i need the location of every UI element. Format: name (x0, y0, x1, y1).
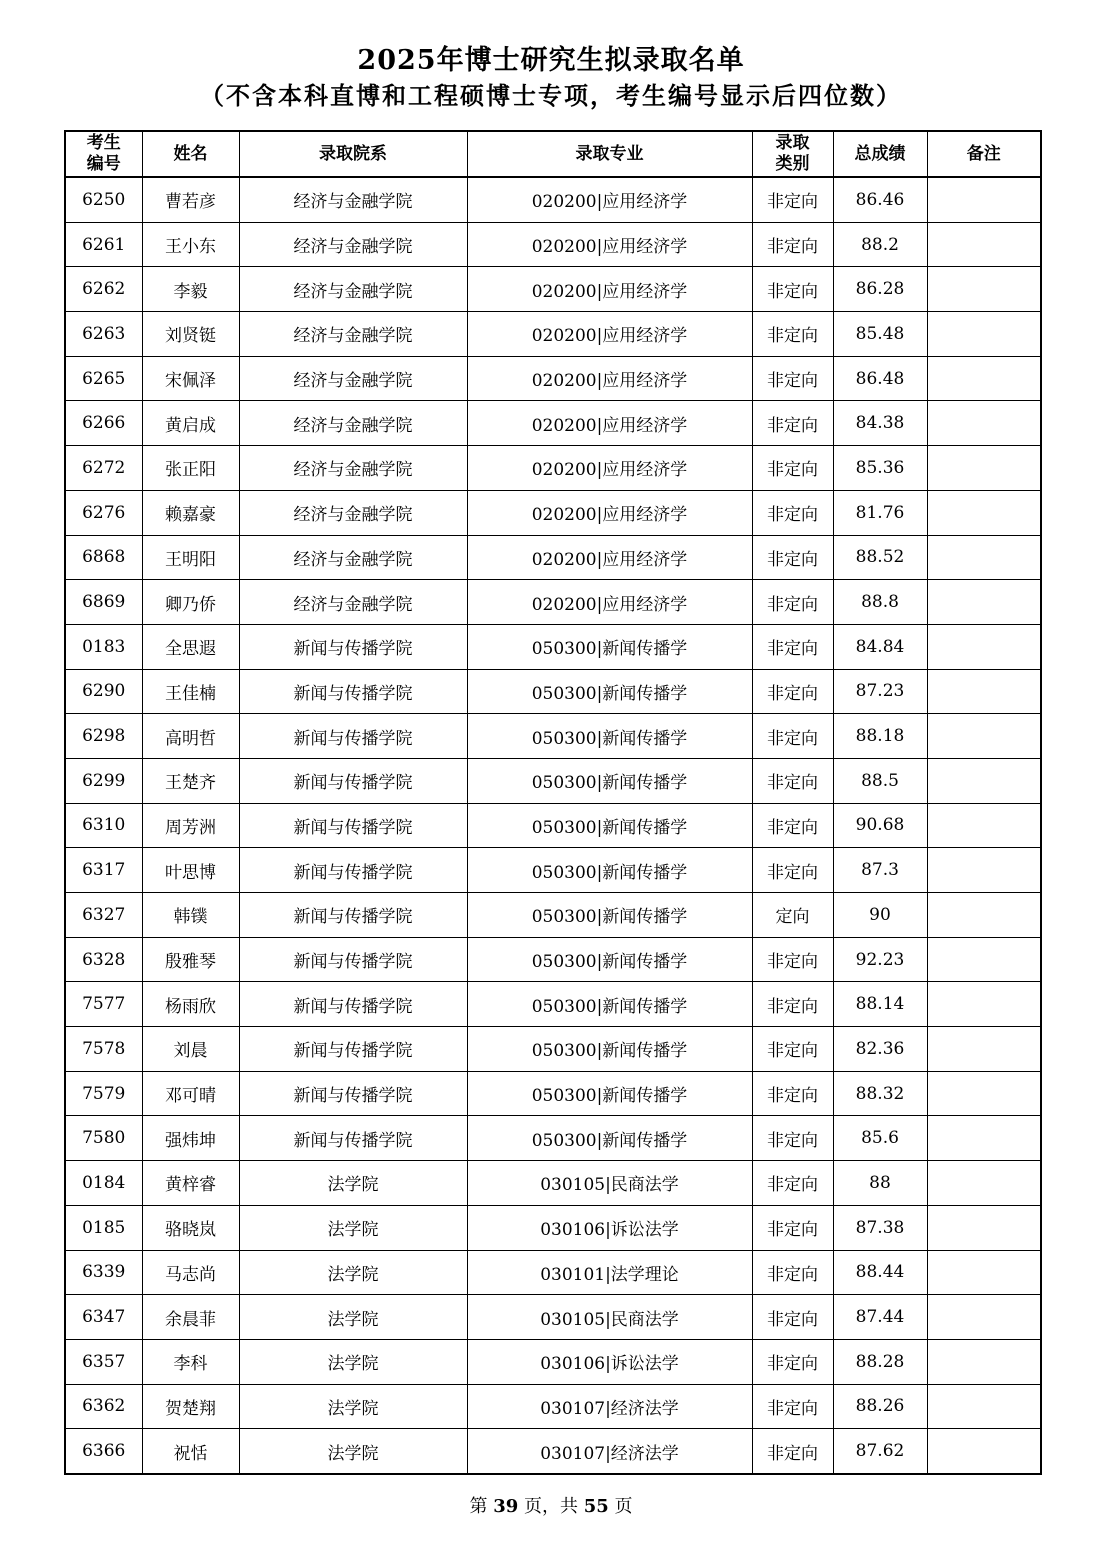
cell-total-score: 88.18 (833, 714, 927, 759)
footer-middle: 页，共 (518, 1496, 584, 1517)
table-row (65, 624, 1041, 669)
cell-candidate-id: 7578 (65, 1027, 142, 1072)
footer-prefix: 第 (469, 1496, 494, 1517)
footer-total-pages: 55 (583, 1496, 609, 1517)
cell-candidate-id: 0184 (65, 1161, 142, 1206)
cell-major: 020200|应用经济学 (467, 535, 752, 580)
cell-admission-type: 非定向 (752, 1250, 833, 1295)
table-row (65, 1116, 1041, 1161)
cell-admission-type: 非定向 (752, 1339, 833, 1384)
cell-major: 050300|新闻传播学 (467, 893, 752, 938)
document-title: 2025年博士研究生拟录取名单 (357, 45, 745, 76)
cell-major: 050300|新闻传播学 (467, 937, 752, 982)
cell-candidate-id: 6250 (65, 177, 142, 222)
cell-name: 刘晨 (142, 1027, 239, 1072)
cell-note (927, 669, 1041, 714)
cell-major: 030105|民商法学 (467, 1161, 752, 1206)
cell-name: 宋佩泽 (142, 356, 239, 401)
cell-candidate-id: 6265 (65, 356, 142, 401)
cell-candidate-id: 6299 (65, 758, 142, 803)
cell-candidate-id: 6266 (65, 401, 142, 446)
cell-major: 050300|新闻传播学 (467, 982, 752, 1027)
header-admission-type (752, 131, 833, 177)
cell-name: 赖嘉豪 (142, 490, 239, 535)
cell-note (927, 312, 1041, 357)
cell-department: 法学院 (239, 1429, 467, 1474)
header-admission-type-line2: 类别 (775, 154, 810, 174)
table-row (65, 669, 1041, 714)
header-note: 备注 (927, 131, 1041, 177)
cell-note (927, 1339, 1041, 1384)
cell-name: 强炜坤 (142, 1116, 239, 1161)
cell-department: 经济与金融学院 (239, 401, 467, 446)
cell-note (927, 714, 1041, 759)
cell-major: 020200|应用经济学 (467, 177, 752, 222)
cell-note (927, 580, 1041, 625)
header-admission-type-line1: 录取 (775, 133, 810, 153)
cell-department: 经济与金融学院 (239, 580, 467, 625)
cell-note (927, 1071, 1041, 1116)
cell-candidate-id: 6276 (65, 490, 142, 535)
cell-total-score: 86.28 (833, 267, 927, 312)
cell-note (927, 848, 1041, 893)
cell-candidate-id: 7579 (65, 1071, 142, 1116)
cell-department: 经济与金融学院 (239, 177, 467, 222)
footer-suffix: 页 (608, 1496, 633, 1517)
cell-admission-type: 非定向 (752, 1205, 833, 1250)
cell-department: 新闻与传播学院 (239, 758, 467, 803)
cell-name: 张正阳 (142, 446, 239, 491)
cell-total-score: 84.84 (833, 624, 927, 669)
cell-name: 李毅 (142, 267, 239, 312)
cell-candidate-id: 6262 (65, 267, 142, 312)
table-row (65, 222, 1041, 267)
cell-candidate-id: 6272 (65, 446, 142, 491)
cell-major: 020200|应用经济学 (467, 222, 752, 267)
cell-candidate-id: 6317 (65, 848, 142, 893)
cell-major: 050300|新闻传播学 (467, 624, 752, 669)
cell-note (927, 1295, 1041, 1340)
cell-name: 李科 (142, 1339, 239, 1384)
cell-note (927, 1384, 1041, 1429)
table-row (65, 1071, 1041, 1116)
cell-note (927, 1250, 1041, 1295)
cell-department: 经济与金融学院 (239, 312, 467, 357)
cell-admission-type: 非定向 (752, 490, 833, 535)
cell-department: 经济与金融学院 (239, 267, 467, 312)
table-row (65, 401, 1041, 446)
header-candidate-id-line2: 编号 (86, 154, 121, 174)
cell-major: 050300|新闻传播学 (467, 848, 752, 893)
cell-department: 法学院 (239, 1161, 467, 1206)
cell-major: 050300|新闻传播学 (467, 669, 752, 714)
cell-department: 新闻与传播学院 (239, 624, 467, 669)
cell-total-score: 87.3 (833, 848, 927, 893)
cell-major: 020200|应用经济学 (467, 490, 752, 535)
table-row (65, 1250, 1041, 1295)
table-row (65, 937, 1041, 982)
cell-department: 新闻与传播学院 (239, 982, 467, 1027)
cell-name: 杨雨欣 (142, 982, 239, 1027)
cell-major: 020200|应用经济学 (467, 356, 752, 401)
cell-admission-type: 非定向 (752, 1071, 833, 1116)
cell-total-score: 87.44 (833, 1295, 927, 1340)
table-row (65, 758, 1041, 803)
cell-major: 050300|新闻传播学 (467, 1071, 752, 1116)
cell-note (927, 177, 1041, 222)
cell-total-score: 87.62 (833, 1429, 927, 1474)
cell-admission-type: 非定向 (752, 1027, 833, 1072)
cell-major: 050300|新闻传播学 (467, 714, 752, 759)
cell-major: 020200|应用经济学 (467, 312, 752, 357)
cell-major: 020200|应用经济学 (467, 401, 752, 446)
cell-department: 法学院 (239, 1250, 467, 1295)
table-row (65, 1339, 1041, 1384)
cell-major: 050300|新闻传播学 (467, 1027, 752, 1072)
cell-note (927, 1429, 1041, 1474)
cell-department: 法学院 (239, 1339, 467, 1384)
header-total-score: 总成绩 (833, 131, 927, 177)
cell-note (927, 758, 1041, 803)
cell-name: 王明阳 (142, 535, 239, 580)
cell-admission-type: 非定向 (752, 535, 833, 580)
table-row (65, 177, 1041, 222)
cell-candidate-id: 6357 (65, 1339, 142, 1384)
cell-name: 邓可晴 (142, 1071, 239, 1116)
cell-candidate-id: 6261 (65, 222, 142, 267)
table-row (65, 356, 1041, 401)
table-row (65, 1027, 1041, 1072)
table-row (65, 312, 1041, 357)
cell-total-score: 86.48 (833, 356, 927, 401)
cell-total-score: 85.48 (833, 312, 927, 357)
cell-name: 黄启成 (142, 401, 239, 446)
cell-major: 030107|经济法学 (467, 1384, 752, 1429)
cell-name: 殷雅琴 (142, 937, 239, 982)
cell-name: 叶思博 (142, 848, 239, 893)
cell-admission-type: 非定向 (752, 1384, 833, 1429)
cell-admission-type: 非定向 (752, 803, 833, 848)
cell-total-score: 81.76 (833, 490, 927, 535)
cell-candidate-id: 6339 (65, 1250, 142, 1295)
cell-department: 新闻与传播学院 (239, 714, 467, 759)
cell-major: 030107|经济法学 (467, 1429, 752, 1474)
cell-total-score: 84.38 (833, 401, 927, 446)
cell-admission-type: 非定向 (752, 937, 833, 982)
cell-candidate-id: 7580 (65, 1116, 142, 1161)
cell-admission-type: 非定向 (752, 1116, 833, 1161)
table-row (65, 893, 1041, 938)
cell-admission-type: 非定向 (752, 580, 833, 625)
cell-name: 贺楚翔 (142, 1384, 239, 1429)
cell-candidate-id: 0183 (65, 624, 142, 669)
cell-major: 020200|应用经济学 (467, 267, 752, 312)
table-row (65, 803, 1041, 848)
cell-note (927, 937, 1041, 982)
cell-admission-type: 非定向 (752, 669, 833, 714)
cell-candidate-id: 7577 (65, 982, 142, 1027)
table-row (65, 535, 1041, 580)
page-footer (0, 1492, 1102, 1518)
cell-note (927, 356, 1041, 401)
cell-total-score: 85.36 (833, 446, 927, 491)
cell-candidate-id: 6347 (65, 1295, 142, 1340)
cell-name: 曹若彦 (142, 177, 239, 222)
table-row (65, 1161, 1041, 1206)
header-name: 姓名 (142, 131, 239, 177)
table-row (65, 267, 1041, 312)
cell-name: 祝恬 (142, 1429, 239, 1474)
cell-name: 马志尚 (142, 1250, 239, 1295)
cell-admission-type: 非定向 (752, 1295, 833, 1340)
cell-department: 新闻与传播学院 (239, 669, 467, 714)
cell-note (927, 222, 1041, 267)
cell-name: 余晨菲 (142, 1295, 239, 1340)
cell-total-score: 88.44 (833, 1250, 927, 1295)
cell-department: 经济与金融学院 (239, 535, 467, 580)
cell-note (927, 982, 1041, 1027)
cell-admission-type: 非定向 (752, 982, 833, 1027)
cell-total-score: 87.38 (833, 1205, 927, 1250)
table-row (65, 1205, 1041, 1250)
cell-name: 全思遐 (142, 624, 239, 669)
table-body (65, 177, 1041, 1474)
cell-admission-type: 非定向 (752, 446, 833, 491)
cell-department: 新闻与传播学院 (239, 937, 467, 982)
cell-note (927, 803, 1041, 848)
cell-total-score: 88.28 (833, 1339, 927, 1384)
cell-note (927, 1205, 1041, 1250)
cell-name: 韩镤 (142, 893, 239, 938)
cell-department: 经济与金融学院 (239, 490, 467, 535)
cell-admission-type: 非定向 (752, 1161, 833, 1206)
cell-admission-type: 非定向 (752, 177, 833, 222)
cell-candidate-id: 6263 (65, 312, 142, 357)
cell-note (927, 624, 1041, 669)
cell-name: 骆晓岚 (142, 1205, 239, 1250)
cell-admission-type: 定向 (752, 893, 833, 938)
cell-note (927, 490, 1041, 535)
table-header-row (65, 131, 1041, 177)
cell-department: 经济与金融学院 (239, 356, 467, 401)
cell-admission-type: 非定向 (752, 758, 833, 803)
cell-total-score: 90.68 (833, 803, 927, 848)
header-department: 录取院系 (239, 131, 467, 177)
header-major: 录取专业 (467, 131, 752, 177)
cell-candidate-id: 6366 (65, 1429, 142, 1474)
cell-major: 030101|法学理论 (467, 1250, 752, 1295)
cell-admission-type: 非定向 (752, 714, 833, 759)
cell-name: 黄梓睿 (142, 1161, 239, 1206)
cell-name: 王佳楠 (142, 669, 239, 714)
table-row (65, 490, 1041, 535)
document-subtitle: （不含本科直博和工程硕博士专项，考生编号显示后四位数） (200, 81, 902, 110)
cell-admission-type: 非定向 (752, 401, 833, 446)
footer-page-number: 39 (493, 1496, 519, 1517)
table-row (65, 1429, 1041, 1474)
table-row (65, 714, 1041, 759)
cell-total-score: 88.52 (833, 535, 927, 580)
cell-major: 030106|诉讼法学 (467, 1205, 752, 1250)
cell-name: 王楚齐 (142, 758, 239, 803)
cell-major: 030105|民商法学 (467, 1295, 752, 1340)
cell-admission-type: 非定向 (752, 356, 833, 401)
table-row (65, 848, 1041, 893)
cell-candidate-id: 6868 (65, 535, 142, 580)
cell-candidate-id: 6869 (65, 580, 142, 625)
cell-admission-type: 非定向 (752, 267, 833, 312)
cell-candidate-id: 0185 (65, 1205, 142, 1250)
cell-total-score: 85.6 (833, 1116, 927, 1161)
cell-admission-type: 非定向 (752, 222, 833, 267)
cell-major: 050300|新闻传播学 (467, 803, 752, 848)
cell-candidate-id: 6310 (65, 803, 142, 848)
cell-name: 刘贤铤 (142, 312, 239, 357)
cell-total-score: 88.2 (833, 222, 927, 267)
cell-name: 卿乃侨 (142, 580, 239, 625)
cell-admission-type: 非定向 (752, 848, 833, 893)
cell-candidate-id: 6362 (65, 1384, 142, 1429)
cell-department: 经济与金融学院 (239, 222, 467, 267)
cell-department: 新闻与传播学院 (239, 1116, 467, 1161)
cell-total-score: 90 (833, 893, 927, 938)
cell-note (927, 1027, 1041, 1072)
cell-candidate-id: 6290 (65, 669, 142, 714)
cell-department: 新闻与传播学院 (239, 893, 467, 938)
cell-total-score: 88.5 (833, 758, 927, 803)
cell-admission-type: 非定向 (752, 312, 833, 357)
cell-major: 020200|应用经济学 (467, 446, 752, 491)
cell-department: 经济与金融学院 (239, 446, 467, 491)
cell-candidate-id: 6298 (65, 714, 142, 759)
cell-department: 新闻与传播学院 (239, 803, 467, 848)
cell-total-score: 88.14 (833, 982, 927, 1027)
table-row (65, 1384, 1041, 1429)
cell-note (927, 267, 1041, 312)
admission-table (64, 130, 1042, 1475)
cell-department: 新闻与传播学院 (239, 1071, 467, 1116)
cell-department: 法学院 (239, 1295, 467, 1340)
header-candidate-id-line1: 考生 (86, 133, 121, 153)
cell-candidate-id: 6328 (65, 937, 142, 982)
cell-total-score: 88.32 (833, 1071, 927, 1116)
header-candidate-id (65, 131, 142, 177)
cell-note (927, 535, 1041, 580)
table-row (65, 982, 1041, 1027)
cell-total-score: 87.23 (833, 669, 927, 714)
cell-major: 050300|新闻传播学 (467, 1116, 752, 1161)
table-row (65, 1295, 1041, 1340)
cell-total-score: 82.36 (833, 1027, 927, 1072)
cell-note (927, 401, 1041, 446)
cell-note (927, 1116, 1041, 1161)
cell-total-score: 92.23 (833, 937, 927, 982)
cell-candidate-id: 6327 (65, 893, 142, 938)
cell-major: 050300|新闻传播学 (467, 758, 752, 803)
cell-total-score: 88.26 (833, 1384, 927, 1429)
cell-major: 020200|应用经济学 (467, 580, 752, 625)
cell-note (927, 893, 1041, 938)
cell-department: 新闻与传播学院 (239, 1027, 467, 1072)
cell-major: 030106|诉讼法学 (467, 1339, 752, 1384)
cell-name: 王小东 (142, 222, 239, 267)
cell-department: 法学院 (239, 1205, 467, 1250)
table-row (65, 446, 1041, 491)
cell-department: 新闻与传播学院 (239, 848, 467, 893)
cell-name: 周芳洲 (142, 803, 239, 848)
cell-admission-type: 非定向 (752, 1429, 833, 1474)
cell-total-score: 88.8 (833, 580, 927, 625)
cell-total-score: 86.46 (833, 177, 927, 222)
cell-department: 法学院 (239, 1384, 467, 1429)
cell-name: 高明哲 (142, 714, 239, 759)
cell-admission-type: 非定向 (752, 624, 833, 669)
cell-note (927, 1161, 1041, 1206)
cell-total-score: 88 (833, 1161, 927, 1206)
cell-note (927, 446, 1041, 491)
table-row (65, 580, 1041, 625)
